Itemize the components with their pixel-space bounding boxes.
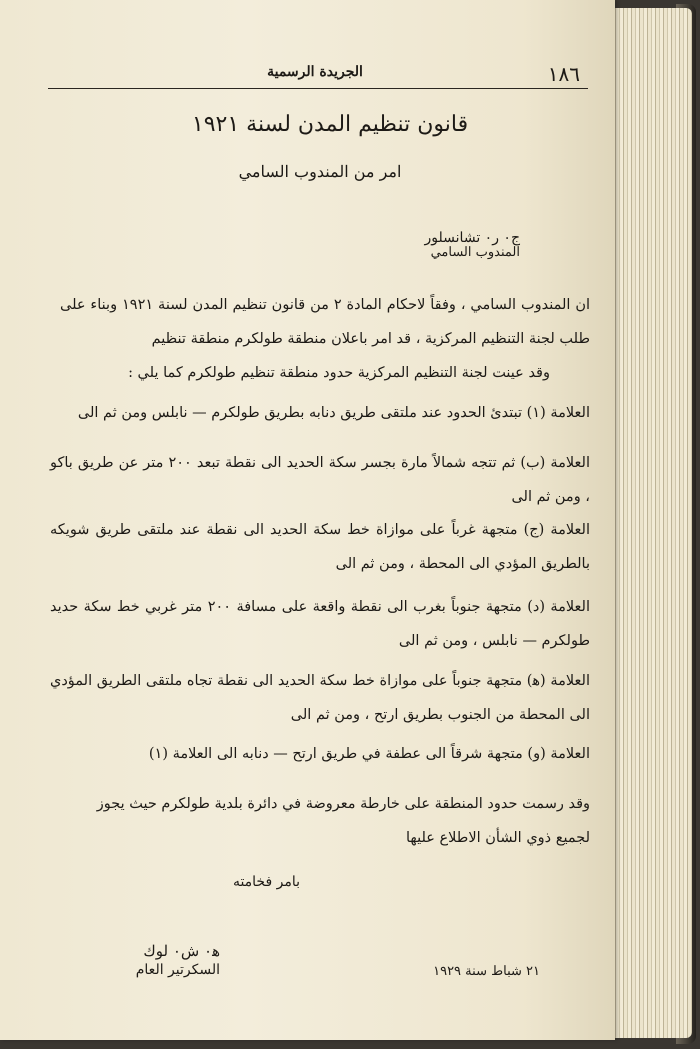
boundary-mark-j: العلامة (ج) متجهة غرباً على موازاة خط سكة الحديد الى نقطة عند ملتقى طريق شويكه بالطريق المؤدي الى المحطة ، ومن ثم الى <box>50 522 590 572</box>
secretary-title: السكرتير العام <box>135 962 220 978</box>
secretary-name: ﻫ٠ ش٠ لوك <box>143 942 220 960</box>
header-rule <box>48 88 588 89</box>
boundary-mark-b: العلامة (ب) ثم تتجه شمالاً مارة بجسر سكة الحديد الى نقطة تبعد ٢٠٠ متر عن طريق باكو ، ومن ثم الى <box>50 455 590 505</box>
signatory-name: ج٠ ر٠ تشانسلور <box>424 230 520 246</box>
boundary-mark-w: العلامة (و) متجهة شرقاً الى عطفة في طريق ارتح — دنابه الى العلامة (١) <box>148 746 590 762</box>
document-date: ٢١ شباط سنة ١٩٢٩ <box>433 964 540 979</box>
page-subtitle: امر من المندوب السامي <box>238 162 402 181</box>
signatory-title: المندوب السامي <box>430 245 520 260</box>
boundary-mark-1: العلامة (١) تبتدئ الحدود عند ملتقى طريق دنابه بطريق طولكرم — نابلس ومن ثم الى <box>77 405 590 421</box>
running-head: الجريدة الرسمية <box>267 64 363 80</box>
order-by-line: بامر فخامته <box>232 874 300 890</box>
boundary-mark-d: العلامة (د) متجهة جنوباً بغرب الى نقطة واقعة على مسافة ٢٠٠ متر غربي خط سكة حديد طولكرم — نابلس ، ومن ثم الى <box>50 599 590 649</box>
page-title: قانون تنظيم المدن لسنة ١٩٢١ <box>191 112 469 137</box>
closing-paragraph: وقد رسمت حدود المنطقة على خارطة معروضة في دائرة بلدية طولكرم حيث يجوز لجميع ذوي الشأن الاطلاع عليها <box>96 796 590 846</box>
page-number: ١٨٦ <box>547 62 580 86</box>
intro-paragraph: ان المندوب السامي ، وفقاً لاحكام المادة ٢ من قانون تنظيم المدن لسنة ١٩٢١ وبناء على طلب لجنة التنظيم المركزية ، قد امر باعلان منطقة طولكرم منطقة تنظيم <box>60 297 591 347</box>
boundaries-intro: وقد عينت لجنة التنظيم المركزية حدود منطقة تنظيم طولكرم كما يلي : <box>128 365 550 381</box>
boundary-mark-h: العلامة (ﻫ) متجهة جنوباً على موازاة خط سكة الحديد الى نقطة تجاه ملتقى الطريق المؤدي الى المحطة من الجنوب بطريق ارتح ، ومن ثم الى <box>50 673 590 723</box>
